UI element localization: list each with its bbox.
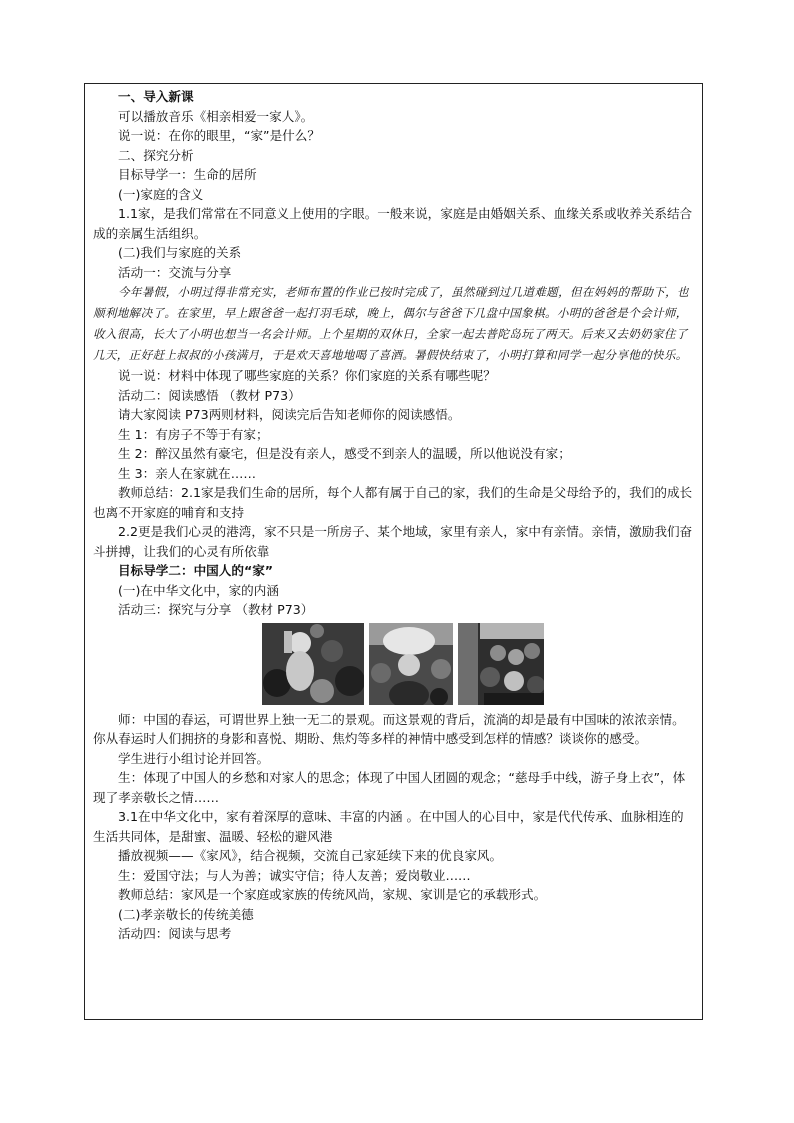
text-paragraph: 3.1在中华文化中，家有着深厚的意味、丰富的内涵 。在中国人的心目中，家是代代传承、血脉相连的生活共同体，是甜蜜、温暖、轻松的避风港 [93, 809, 684, 844]
sub-heading: (二)孝亲敬长的传统美德 [118, 906, 254, 922]
crowd-photo-1 [262, 623, 364, 705]
lesson-content-frame [84, 83, 703, 1020]
teacher-summary: 教师总结：家风是一个家庭或家族的传统风尚，家规、家训是它的承载形式。 [118, 887, 547, 902]
teacher-summary: 教师总结：2.1家是我们生命的居所，每个人都有属于自己的家，我们的生命是父母给予的，我们的成长也离不开家庭的哺育和支持 [93, 485, 693, 520]
student-answer: 生：爱国守法；与人为善；诚实守信；待人友善；爱岗敬业…… [118, 867, 471, 883]
story-paragraph: 今年暑假，小明过得非常充实，老师布置的作业已按时完成了，虽然碰到过几道难题，但在妈妈的帮助下，也顺利地解决了。在家里，早上跟爸爸一起打羽毛球，晚上，偶尔与爸爸下几盘中国象棋。小明的爸爸是个会计师，收入很高，长大了小明也想当一名会计师。上个星期的双休日，全家一起去普陀岛玩了两天。后来又去奶奶家住了几天，正好赶上叔叔的小孩满月，于是欢天喜地地喝了喜酒。暑假快结束了，小明打算和同学一起分享他的快乐。 [93, 285, 689, 362]
activity-heading: 活动四：阅读与思考 [118, 926, 232, 941]
sub-heading: (一)家庭的含义 [118, 186, 204, 202]
activity-heading: 活动二：阅读感悟 （教材 P73） [118, 387, 301, 403]
text-line: 播放视频——《家风》，结合视频，交流自己家延续下来的优良家风。 [118, 848, 503, 863]
spring-festival-photos [262, 623, 694, 705]
text-line: 说一说：材料中体现了哪些家庭的关系？你们家庭的关系有哪些呢？ [118, 368, 496, 383]
crowd-photo-2 [369, 623, 453, 705]
student-answer: 生 2：醉汉虽然有豪宅，但是没有亲人，感受不到亲人的温暖，所以他说没有家； [118, 446, 571, 461]
text-paragraph: 1.1家，是我们常常在不同意义上使用的字眼。一般来说，家庭是由婚姻关系、血缘关系或收养关系结合成的亲属生活组织。 [93, 206, 693, 241]
student-answer: 生：体现了中国人的乡愁和对家人的思念；体现了中国人团圆的观念；“慈母手中线，游子身上衣”，体现了孝亲敬长之情…… [93, 770, 686, 805]
goal-heading-2: 目标导学二：中国人的“家” [118, 563, 274, 578]
sub-heading: (二)我们与家庭的关系 [118, 245, 242, 260]
crowd-photo-3 [458, 623, 544, 705]
student-answer: 生 3：亲人在家就在…… [118, 465, 256, 481]
teacher-question: 师：中国的春运，可谓世界上独一无二的景观。而这景观的背后，流淌的却是最有中国味的浓浓亲情。你从春运时人们拥挤的身影和喜悦、期盼、焦灼等多样的神情中感受到怎样的情感？谈谈你的感受。 [93, 711, 685, 746]
section-heading-intro: 一、导入新课 [118, 89, 194, 104]
sub-heading: (一)在中华文化中，家的内涵 [118, 582, 279, 598]
goal-heading-1: 目标导学一：生命的居所 [118, 167, 257, 182]
section-heading-explore: 二、探究分析 [118, 147, 194, 163]
text-line: 可以播放音乐《相亲相爱一家人》。 [118, 108, 314, 124]
activity-heading: 活动三：探究与分享 （教材 P73） [118, 602, 314, 617]
activity-heading: 活动一：交流与分享 [118, 264, 232, 280]
text-line: 说一说：在你的眼里，“家”是什么？ [118, 128, 320, 143]
student-answer: 生 1：有房子不等于有家； [118, 426, 269, 442]
text-line: 请大家阅读 P73两则材料，阅读完后告知老师你的阅读感悟。 [118, 407, 461, 422]
text-line: 学生进行小组讨论并回答。 [118, 750, 270, 766]
lesson-content [85, 84, 702, 944]
text-paragraph: 2.2更是我们心灵的港湾，家不只是一所房子、某个地域，家里有亲人，家中有亲情。亲情，激励我们奋斗拼搏，让我们的心灵有所依靠 [93, 524, 693, 559]
